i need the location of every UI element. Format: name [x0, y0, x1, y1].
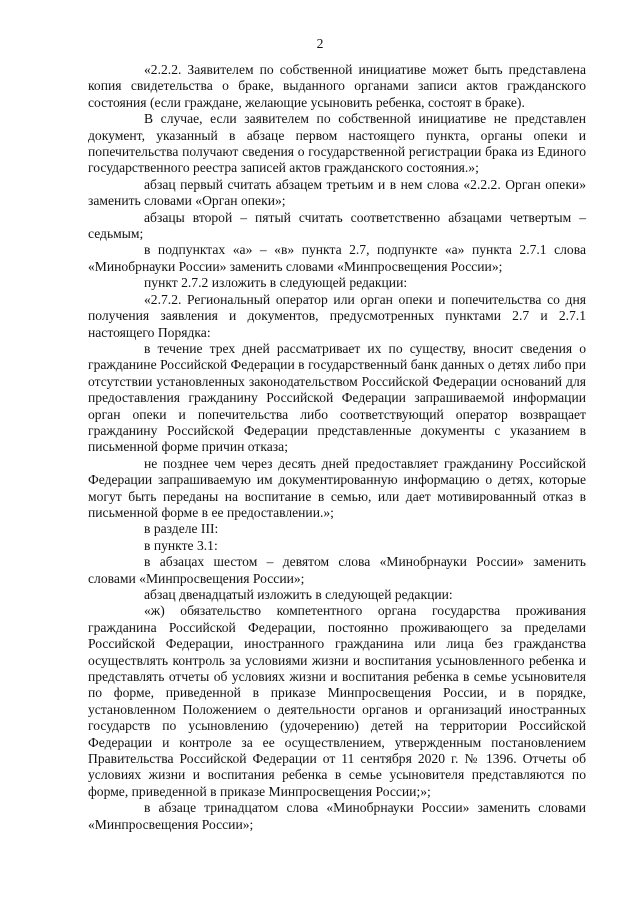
paragraph-15: в абзаце тринадцатом слова «Минобрнауки России» заменить словами «Минпросвещения России»; — [88, 800, 586, 832]
document-body — [88, 62, 586, 833]
paragraph-7: «2.7.2. Региональный оператор или орган опеки и попечительства со дня получения заявления и документов, предусмотренных пунктами 2.7 и 2.7.1 настоящего Порядка: — [88, 291, 586, 340]
paragraph-10: в разделе III: — [144, 521, 219, 537]
page-number: 2 — [316, 36, 324, 51]
paragraph-4: абзацы второй – пятый считать соответственно абзацами четвертым – седьмым; — [88, 209, 586, 242]
paragraph-3: абзац первый считать абзацем третьим и в нем слова «2.2.2. Орган опеки» заменить словами «Орган опеки»; — [88, 176, 586, 209]
paragraph-12: в абзацах шестом – девятом слова «Минобрнауки России» заменить словами «Минпросвещения России»; — [88, 554, 586, 586]
paragraph-6: пункт 2.7.2 изложить в следующей редакции: — [144, 275, 408, 291]
paragraph-11: в пункте 3.1: — [144, 537, 218, 553]
paragraph-5: в подпунктах «а» – «в» пункта 2.7, подпункте «а» пункта 2.7.1 слова «Минобрнауки России» заменить словами «Минпросвещения России»; — [88, 242, 586, 274]
paragraph-8: в течение трех дней рассматривает их по существу, вносит сведения о гражданине Российской Федерации в государственный банк данных о детях либо при отсутствии установленных законодательством Российской Федерации оснований для предоставления гражданину Российской Федерации запрашиваемой информации орган опеки и попечительства либо соответствующий оператор возвращает гражданину Российской Федерации представленные документы с указанием в письменной форме причин отказа; — [88, 340, 586, 455]
paragraph-1: «2.2.2. Заявителем по собственной инициативе может быть представлена копия свидетельства о браке, выданного органами записи актов гражданского состояния (если граждане, желающие усыновить ребенка, состоят в браке). — [88, 62, 586, 110]
paragraph-13: абзац двенадцатый изложить в следующей редакции: — [144, 587, 453, 602]
paragraph-14: «ж) обязательство компетентного органа государства проживания гражданина Российской Федерации, постоянно проживающего за пределами Российской Федерации, иностранного гражданина или лица без гражданства осуществлять контроль за условиями жизни и воспитания усыновленного ребенка и представлять отчеты об условиях жизни и воспитания ребенка в семье усыновителя по форме, приведенной в приказе Минпросвещения России, и в порядке, установленном Положением о деятельности органов и организаций иностранных государств по усыновлению (удочерению) детей на территории Российской Федерации и контроле за ее осуществлением, утвержденным постановлением Правительства Российской Федерации от 11 сентября 2020 г. № 1396. Отчеты об условиях жизни и воспитания ребенка в семье усыновителя представляются по форме, приведенной в приказе Минпросвещения России;»; — [88, 603, 586, 799]
paragraph-2: В случае, если заявителем по собственной инициативе не представлен документ, указанный в абзаце первом настоящего пункта, органы опеки и попечительства получают сведения о государственной регистрации брака из Единого государственного реестра записей актов гражданского состояния.»; — [88, 111, 586, 176]
paragraph-9: не позднее чем через десять дней предоставляет гражданину Российской Федерации запрашиваемую им документированную информацию о детях, которые могут быть переданы на воспитание в семью, или дает мотивированный отказ в письменной форме в ее предоставлении.»; — [88, 455, 586, 520]
